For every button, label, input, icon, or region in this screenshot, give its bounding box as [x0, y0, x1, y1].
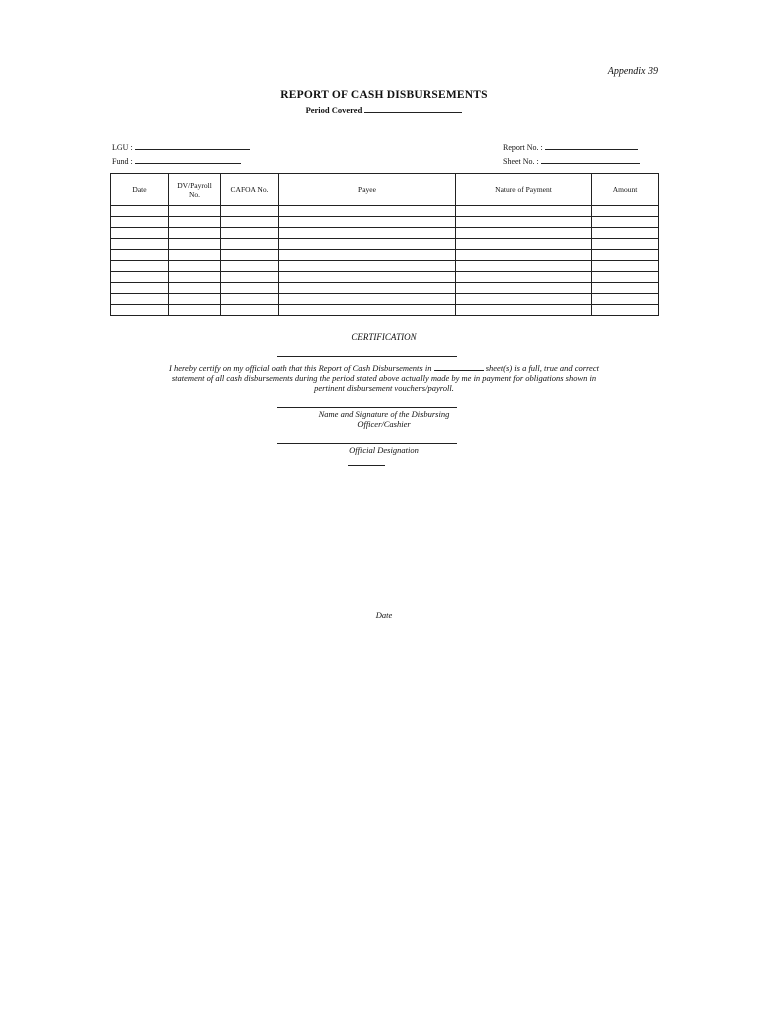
table-cell[interactable]: [111, 294, 169, 305]
table-cell[interactable]: [221, 294, 279, 305]
table-cell[interactable]: [456, 305, 592, 316]
table-row: [111, 228, 659, 239]
designation-label: Official Designation: [349, 445, 419, 455]
table-cell[interactable]: [279, 228, 456, 239]
table-cell[interactable]: [221, 305, 279, 316]
fund-label: Fund :: [112, 157, 133, 166]
table-cell[interactable]: [456, 250, 592, 261]
table-cell[interactable]: [111, 283, 169, 294]
report-title: REPORT OF CASH DISBURSEMENTS: [280, 89, 488, 101]
table-cell[interactable]: [111, 250, 169, 261]
table-cell[interactable]: [111, 217, 169, 228]
table-cell[interactable]: [279, 305, 456, 316]
sheet-no-label: Sheet No. :: [503, 157, 539, 166]
table-cell[interactable]: [111, 206, 169, 217]
table-cell[interactable]: [592, 261, 659, 272]
table-row: [111, 272, 659, 283]
table-cell[interactable]: [592, 305, 659, 316]
table-cell[interactable]: [169, 228, 221, 239]
table-cell[interactable]: [279, 250, 456, 261]
column-header-date: Date: [111, 174, 169, 206]
period-covered-label: Period Covered: [305, 105, 363, 115]
table-cell[interactable]: [169, 250, 221, 261]
table-cell[interactable]: [169, 283, 221, 294]
table-cell[interactable]: [456, 217, 592, 228]
table-cell[interactable]: [111, 239, 169, 250]
short-rule: [348, 465, 385, 466]
table-cell[interactable]: [279, 283, 456, 294]
table-cell[interactable]: [169, 206, 221, 217]
table-cell[interactable]: [221, 239, 279, 250]
table-cell[interactable]: [221, 217, 279, 228]
certification-heading: CERTIFICATION: [351, 332, 417, 342]
table-cell[interactable]: [221, 228, 279, 239]
column-header-dv-payroll-no: DV/Payroll No.: [169, 174, 221, 206]
lgu-field: [112, 141, 250, 152]
table-row: [111, 261, 659, 272]
table-row: [111, 294, 659, 305]
disbursements-table: [110, 173, 659, 316]
table-body: [111, 206, 659, 316]
statement-part2: sheet(s) is a full, true and correct statement of all cash disbursements during the period stated above actually made by me in payment for obligations shown in pertinent disbursement vouchers/payroll.: [171, 363, 599, 393]
table-cell[interactable]: [169, 239, 221, 250]
column-header-amount: Amount: [592, 174, 659, 206]
report-no-blank[interactable]: [545, 141, 638, 150]
table-row: [111, 239, 659, 250]
fund-field: [112, 155, 241, 166]
table-cell[interactable]: [592, 294, 659, 305]
period-covered-blank[interactable]: [364, 104, 462, 113]
table-cell[interactable]: [279, 217, 456, 228]
table-cell[interactable]: [221, 261, 279, 272]
table-cell[interactable]: [221, 250, 279, 261]
table-row: [111, 305, 659, 316]
statement-part1: I hereby certify on my official oath that this Report of Cash Disbursements in: [169, 363, 432, 373]
column-header-nature-of-payment: Nature of Payment: [456, 174, 592, 206]
table-cell[interactable]: [169, 294, 221, 305]
column-header-payee: Payee: [279, 174, 456, 206]
table-cell[interactable]: [592, 217, 659, 228]
table-cell[interactable]: [592, 239, 659, 250]
table-cell[interactable]: [111, 261, 169, 272]
table-header-row: [111, 174, 659, 206]
table-cell[interactable]: [221, 206, 279, 217]
table-cell[interactable]: [111, 305, 169, 316]
table-cell[interactable]: [456, 239, 592, 250]
table-row: [111, 250, 659, 261]
table-cell[interactable]: [456, 294, 592, 305]
certification-statement: [160, 363, 608, 393]
table-row: [111, 217, 659, 228]
table-cell[interactable]: [221, 272, 279, 283]
signature-line[interactable]: [277, 407, 457, 408]
report-no-label: Report No. :: [503, 143, 543, 152]
table-cell[interactable]: [169, 217, 221, 228]
table-cell[interactable]: [456, 272, 592, 283]
period-covered: [0, 104, 768, 115]
sheet-no-blank[interactable]: [541, 155, 640, 164]
table-cell[interactable]: [456, 261, 592, 272]
table-cell[interactable]: [221, 283, 279, 294]
table-cell[interactable]: [592, 283, 659, 294]
sheet-no-field: [503, 155, 640, 166]
fund-blank[interactable]: [135, 155, 241, 164]
lgu-label: LGU :: [112, 143, 133, 152]
date-label: Date: [375, 610, 393, 620]
report-no-field: [503, 141, 638, 152]
designation-line[interactable]: [277, 443, 457, 444]
table-cell[interactable]: [456, 283, 592, 294]
lgu-blank[interactable]: [135, 141, 250, 150]
table-cell[interactable]: [456, 228, 592, 239]
table-cell[interactable]: [111, 228, 169, 239]
table-cell[interactable]: [279, 294, 456, 305]
sheet-count-blank[interactable]: [434, 363, 484, 371]
table-cell[interactable]: [592, 228, 659, 239]
table-cell[interactable]: [592, 272, 659, 283]
table-cell[interactable]: [169, 305, 221, 316]
signature-label: Name and Signature of the Disbursing Officer/Cashier: [318, 409, 450, 429]
column-header-cafoa-no: CAFOA No.: [221, 174, 279, 206]
table-row: [111, 206, 659, 217]
table-cell[interactable]: [279, 261, 456, 272]
certification-rule: [277, 356, 457, 357]
table-row: [111, 283, 659, 294]
table-cell[interactable]: [169, 261, 221, 272]
table-cell[interactable]: [592, 250, 659, 261]
appendix-label: Appendix 39: [607, 66, 658, 77]
table-cell[interactable]: [279, 206, 456, 217]
table-cell[interactable]: [592, 206, 659, 217]
table-cell[interactable]: [456, 206, 592, 217]
table-cell[interactable]: [169, 272, 221, 283]
table-cell[interactable]: [111, 272, 169, 283]
table-cell[interactable]: [279, 239, 456, 250]
table-cell[interactable]: [279, 272, 456, 283]
